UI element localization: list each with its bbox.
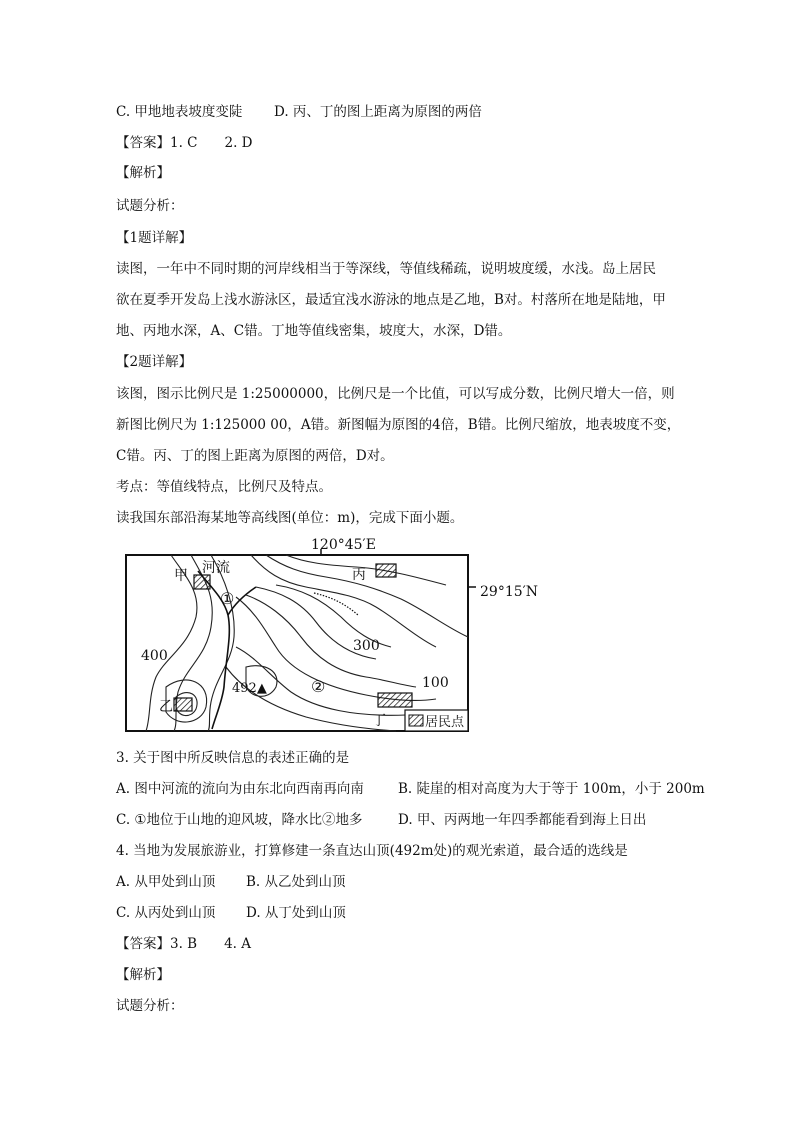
q2-detail-label: 【2题详解】 (116, 354, 193, 370)
q3-option-c: C. ①地位于山地的迎风坡，降水比②地多 (116, 812, 363, 828)
analysis-label-1: 【解析】 (116, 165, 170, 181)
q4-option-c: C. 从丙处到山顶 (116, 905, 216, 921)
map-intro: 读我国东部沿海某地等高线图(单位：m)，完成下面小题。 (116, 510, 464, 526)
prev-option-d: D. 丙、丁的图上距离为原图的两倍 (274, 104, 482, 120)
contour-300: 300 (353, 638, 380, 654)
q1-detail-line: 地、丙地水深，A、C错。丁地等值线密集，坡度大，水深，D错。 (116, 323, 512, 339)
q3-stem: 3. 关于图中所反映信息的表述正确的是 (116, 750, 350, 766)
contour-map (116, 537, 578, 735)
lat-label: 29°15′N (480, 584, 539, 600)
lon-label: 120°45′E (311, 537, 376, 553)
q2-detail-line: 该图，图示比例尺是 1:25000000，比例尺是一个比值，可以写成分数，比例尺增大一倍，则 (116, 386, 675, 402)
ding-label: 丁 (372, 713, 386, 729)
contour-100: 100 (422, 675, 449, 691)
q4-option-d: D. 从丁处到山顶 (246, 905, 346, 921)
settlement-yi (174, 698, 192, 711)
settlement-jia (194, 575, 210, 589)
legend-label: 居民点 (425, 715, 465, 730)
q1-detail-line: 读图，一年中不同时期的河岸线相当于等深线，等值线稀疏，说明坡度缓，水浅。岛上居民 (116, 261, 656, 277)
settlement-ding (378, 693, 412, 707)
test-analysis-2: 试题分析： (116, 998, 184, 1014)
q4-option-a: A. 从甲处到山顶 (116, 874, 216, 890)
yi-label: 乙 (159, 699, 173, 715)
q2-detail-line: C错。丙、丁的图上距离为原图的两倍，D对。 (116, 448, 394, 464)
prev-option-c: C. 甲地地表坡度变陡 (116, 104, 243, 120)
q2-detail-line: 新图比例尺为 1:125000 00，A错。新图幅为原图的4倍，B错。比例尺缩放，地表坡度不变， (116, 417, 681, 433)
q3-option-b: B. 陡崖的相对高度为大于等于 100m，小于 200m (398, 781, 705, 797)
point-2: ② (311, 677, 326, 696)
peak-label: 492▲ (232, 681, 267, 696)
legend-swatch (409, 715, 423, 726)
answer-1: 【答案】1. C 2. D (116, 135, 253, 151)
analysis-label-2: 【解析】 (116, 967, 170, 983)
answer-2: 【答案】3. B 4. A (116, 936, 252, 952)
bing-label: 丙 (352, 567, 366, 583)
jia-label: 甲 (174, 568, 188, 584)
q4-option-b: B. 从乙处到山顶 (246, 874, 346, 890)
q3-option-a: A. 图中河流的流向为由东北向西南再向南 (116, 781, 364, 797)
q1-detail-line: 欲在夏季开发岛上浅水游泳区，最适宜浅水游泳的地点是乙地，B对。村落所在地是陆地，甲 (116, 292, 666, 308)
river-label: 河流 (202, 560, 230, 576)
test-analysis-1: 试题分析： (116, 198, 184, 214)
q4-stem: 4. 当地为发展旅游业，打算修建一条直达山顶(492m处)的观光索道，最合适的选线是 (116, 843, 628, 859)
settlement-bing (376, 564, 396, 577)
q1-detail-label: 【1题详解】 (116, 230, 193, 246)
q3-option-d: D. 甲、丙两地一年四季都能看到海上日出 (398, 812, 647, 828)
kaodian: 考点：等值线特点，比例尺及特点。 (116, 479, 332, 495)
point-1: ① (220, 589, 235, 608)
contour-400: 400 (141, 648, 168, 664)
